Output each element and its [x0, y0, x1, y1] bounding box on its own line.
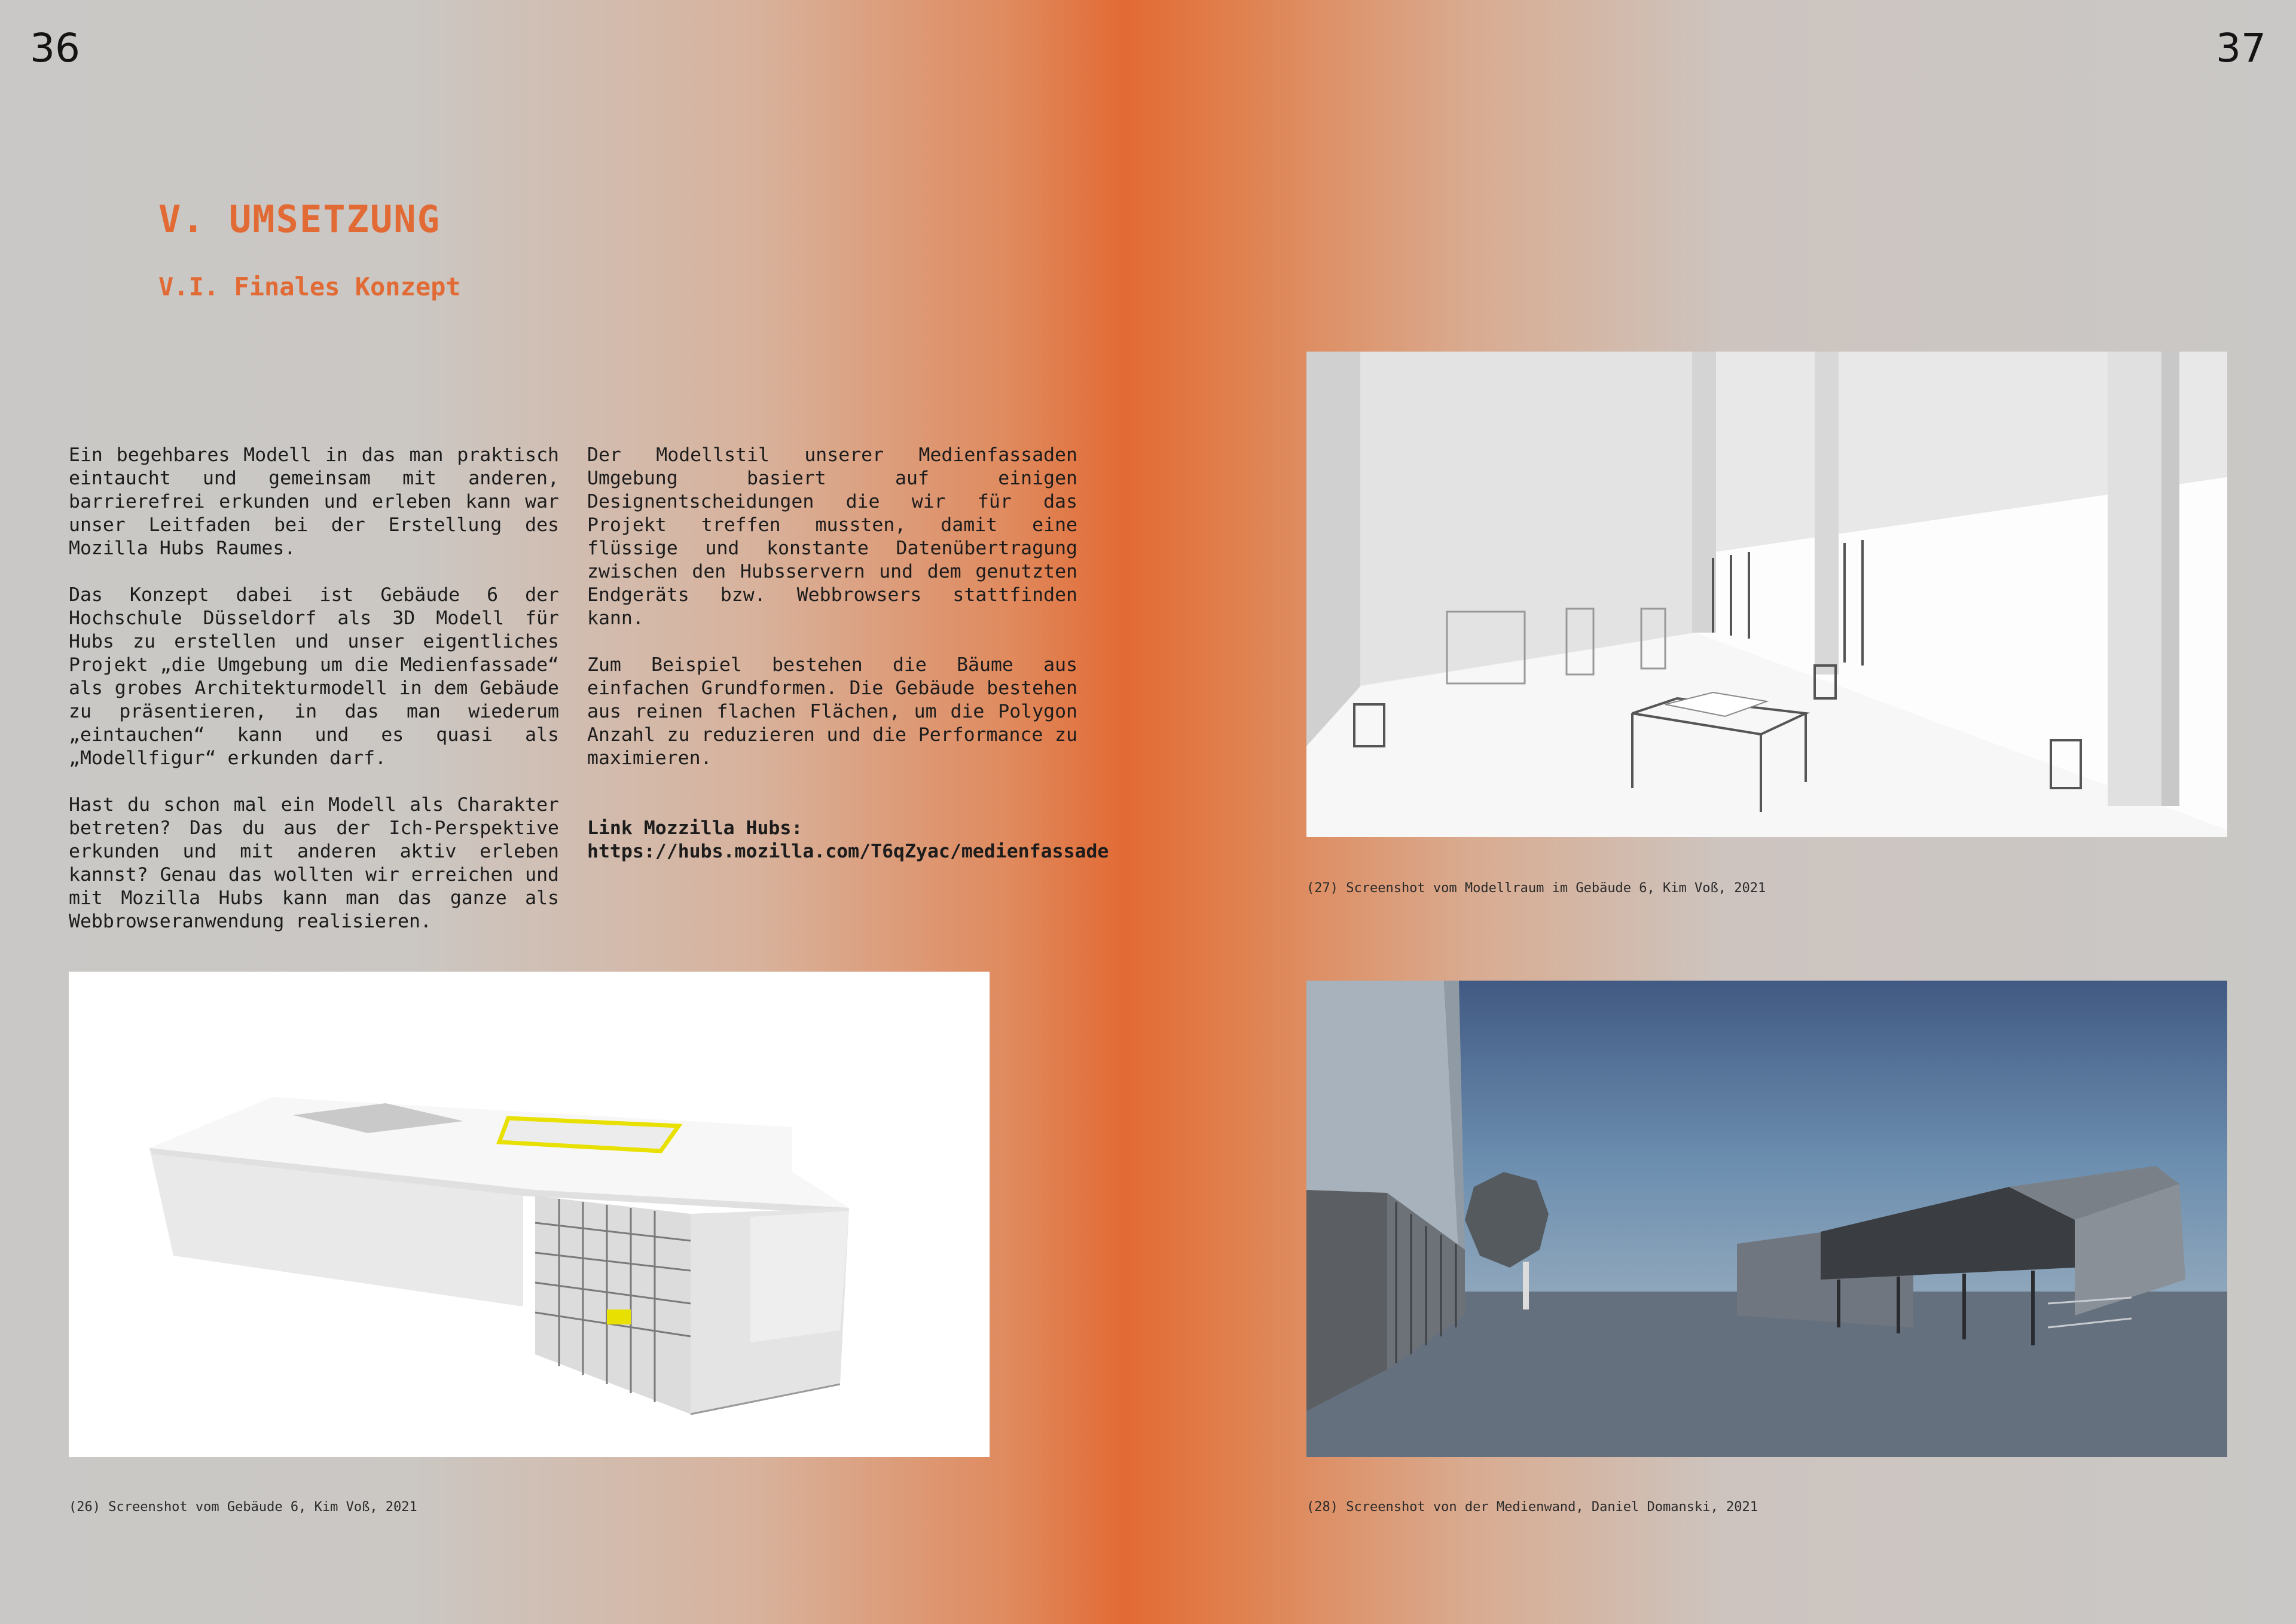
section-subtitle: V.I. Finales Konzept	[158, 272, 461, 301]
figure-building-model	[69, 972, 990, 1457]
page-number-right: 37	[2216, 25, 2266, 71]
model-room-illustration	[1306, 352, 2227, 837]
text-column-left	[69, 444, 559, 957]
caption-figure-26: (26) Screenshot vom Gebäude 6, Kim Voß, 2021	[69, 1500, 417, 1515]
chapter-title: V. UMSETZUNG	[158, 197, 441, 241]
link-label: Link Mozzilla Hubs:	[587, 817, 803, 839]
caption-figure-28: (28) Screenshot von der Medienwand, Daniel Domanski, 2021	[1306, 1500, 1758, 1515]
media-wall-illustration	[1306, 981, 2227, 1457]
building-model-illustration	[69, 972, 990, 1457]
paragraph: Der Modellstil unserer Medienfassaden Umgebung basiert auf einigen Designentscheidungen die wir für das Projekt treffen mussten, damit eine flüssige und konstante Datenübertragung zwischen den Hubsservern und dem genutzten Endgeräts bzw. Webbrowsers stattfinden kann.	[587, 444, 1077, 629]
paragraph: Das Konzept dabei ist Gebäude 6 der Hochschule Düsseldorf als 3D Modell für Hubs zu erstellen und unser eigentliches Projekt „die Umgebung um die Medienfassade“ als grobes Architekturmodell in dem Gebäude zu präsentieren, in das man wiederum „eintauchen“ kann und es quasi als „Modellfigur“ erkunden darf.	[69, 584, 559, 769]
caption-figure-27: (27) Screenshot vom Modellraum im Gebäude 6, Kim Voß, 2021	[1306, 881, 1766, 896]
paragraph: Zum Beispiel bestehen die Bäume aus einfachen Grundformen. Die Gebäude bestehen aus reinen flachen Flächen, um die Polygon Anzahl zu reduzieren und die Performance zu maximieren.	[587, 654, 1077, 769]
figure-media-wall	[1306, 981, 2227, 1457]
figure-model-room	[1306, 352, 2227, 837]
paragraph: Hast du schon mal ein Modell als Charakter betreten? Das du aus der Ich-Perspektive erkunden und mit anderen aktiv erleben kannst? Genau das wollten wir erreichen und mit Mozilla Hubs kann man das ganze als Webbrowseranwendung realisieren.	[69, 794, 559, 932]
paragraph: Ein begehbares Modell in das man praktisch eintaucht und gemeinsam mit anderen, barrierefrei erkunden und erleben kann war unser Leitfaden bei der Erstellung des Mozilla Hubs Raumes.	[69, 444, 559, 559]
text-column-right	[587, 444, 1109, 887]
page-number-left: 36	[30, 25, 80, 71]
hubs-link[interactable]: https://hubs.mozilla.com/T6qZyac/medienfassade	[587, 841, 1109, 862]
